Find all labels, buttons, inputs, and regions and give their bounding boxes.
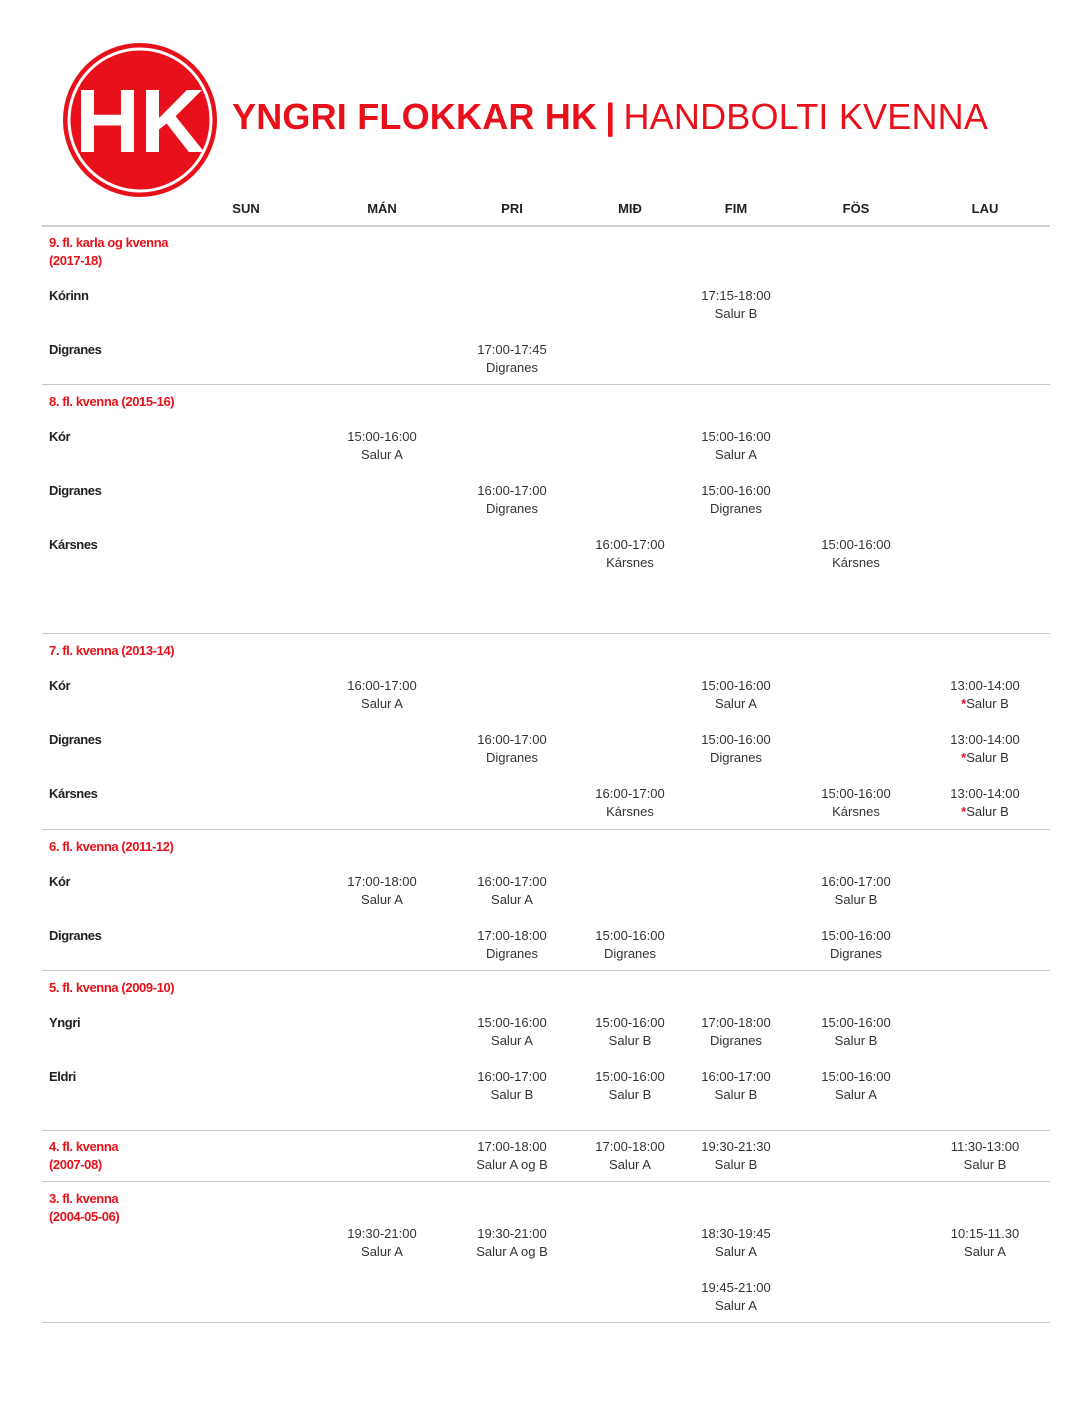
page-title — [232, 96, 988, 138]
group-3-slot-fim-1: 18:30-19:45 Salur A — [701, 1226, 771, 1259]
group-8-slot-karsnes-mid: 16:00-17:00 Kársnes — [595, 537, 665, 570]
group-9-location-korinn: Kórinn — [49, 288, 89, 303]
group-8-slot-kor-man: 15:00-16:00 Salur A — [347, 429, 417, 462]
day-header-fim: FIM — [724, 201, 748, 216]
group-3-title-line1: 3. fl. kvenna — [49, 1191, 119, 1206]
day-header-pri: PRI — [501, 201, 523, 216]
day-header-mid: MIÐ — [618, 201, 642, 216]
divider — [42, 1322, 1050, 1323]
group-4-slot-lau: 11:30-13:00 Salur B — [950, 1139, 1020, 1172]
group-8-slot-karsnes-fos: 15:00-16:00 Kársnes — [821, 537, 891, 570]
group-9-location-digranes: Digranes — [49, 342, 102, 357]
group-5-slot-yngri-pri: 15:00-16:00 Salur A — [477, 1015, 547, 1048]
day-header-sun: SUN — [232, 201, 260, 216]
group-4-title-line1: 4. fl. kvenna — [49, 1139, 119, 1154]
group-8-title: 8. fl. kvenna (2015-16) — [49, 394, 175, 409]
group-6-slot-digranes-fos: 15:00-16:00 Digranes — [821, 928, 891, 961]
group-6-slot-kor-fos: 16:00-17:00 Salur B — [821, 874, 891, 907]
group-7-slot-karsnes-lau: 13:00-14:00 *Salur B — [950, 786, 1020, 819]
svg-text:HK: HK — [75, 72, 205, 172]
group-7-slot-digranes-fim: 15:00-16:00 Digranes — [701, 732, 771, 765]
group-8-slot-kor-fim: 15:00-16:00 Salur A — [701, 429, 771, 462]
group-4-slot-pri: 17:00-18:00 Salur A og B — [476, 1139, 548, 1172]
asterisk-mark: * — [961, 696, 967, 711]
group-4-title-line2: (2007-08) — [49, 1157, 102, 1172]
group-7-slot-kor-man: 16:00-17:00 Salur A — [347, 678, 417, 711]
group-5-slot-yngri-fos: 15:00-16:00 Salur B — [821, 1015, 891, 1048]
day-header-lau: LAU — [971, 201, 999, 216]
group-6-slot-digranes-mid: 15:00-16:00 Digranes — [595, 928, 665, 961]
group-9-slot-korinn-fim: 17:15-18:00 Salur B — [701, 288, 771, 321]
group-3-slot-lau: 10:15-11.30 Salur A — [950, 1226, 1020, 1259]
group-5-slot-eldri-fos: 15:00-16:00 Salur A — [821, 1069, 891, 1102]
group-6-slot-kor-man: 17:00-18:00 Salur A — [347, 874, 417, 907]
group-6-location-digranes: Digranes — [49, 928, 102, 943]
group-7-slot-karsnes-fos: 15:00-16:00 Kársnes — [821, 786, 891, 819]
group-4-slot-mid: 17:00-18:00 Salur A — [595, 1139, 665, 1172]
group-3-title — [49, 1190, 119, 1226]
day-header-fos: FÖS — [842, 201, 870, 216]
group-4-slot-fim: 19:30-21:30 Salur B — [701, 1139, 771, 1172]
group-8-slot-digranes-pri: 16:00-17:00 Digranes — [477, 483, 547, 516]
divider — [42, 1181, 1050, 1182]
group-7-location-karsnes: Kársnes — [49, 786, 98, 801]
group-8-location-kor: Kór — [49, 429, 71, 444]
group-9-title — [49, 234, 168, 270]
divider — [42, 970, 1050, 971]
group-7-slot-digranes-pri: 16:00-17:00 Digranes — [477, 732, 547, 765]
group-6-title: 6. fl. kvenna (2011-12) — [49, 839, 174, 854]
group-9-title-line1: 9. fl. karla og kvenna — [49, 235, 169, 250]
group-4-title — [49, 1138, 118, 1174]
group-7-slot-karsnes-mid: 16:00-17:00 Kársnes — [595, 786, 665, 819]
group-9-slot-digranes-pri: 17:00-17:45 Digranes — [477, 342, 547, 375]
group-5-location-yngri: Yngri — [49, 1015, 81, 1030]
divider — [42, 1130, 1050, 1131]
group-5-slot-yngri-mid: 15:00-16:00 Salur B — [595, 1015, 665, 1048]
group-5-slot-eldri-pri: 16:00-17:00 Salur B — [477, 1069, 547, 1102]
title-light: HANDBOLTI KVENNA — [623, 96, 989, 137]
group-5-location-eldri: Eldri — [49, 1069, 76, 1084]
group-8-slot-digranes-fim: 15:00-16:00 Digranes — [701, 483, 771, 516]
group-7-slot-kor-lau: 13:00-14:00 *Salur B — [950, 678, 1020, 711]
group-3-slot-fim-2: 19:45-21:00 Salur A — [701, 1280, 771, 1313]
group-6-slot-digranes-pri: 17:00-18:00 Digranes — [477, 928, 547, 961]
group-7-slot-kor-fim: 15:00-16:00 Salur A — [701, 678, 771, 711]
hk-logo — [62, 42, 218, 198]
group-6-location-kor: Kór — [49, 874, 71, 889]
group-8-location-digranes: Digranes — [49, 483, 102, 498]
group-6-slot-kor-pri: 16:00-17:00 Salur A — [477, 874, 547, 907]
group-3-slot-pri: 19:30-21:00 Salur A og B — [476, 1226, 548, 1259]
group-8-location-karsnes: Kársnes — [49, 537, 98, 552]
asterisk-mark: * — [961, 804, 967, 819]
title-bold: YNGRI FLOKKAR HK — [232, 96, 598, 137]
title-separator: | — [605, 96, 616, 137]
group-7-location-digranes: Digranes — [49, 732, 102, 747]
group-5-slot-eldri-mid: 15:00-16:00 Salur B — [595, 1069, 665, 1102]
divider — [42, 633, 1050, 634]
group-5-slot-eldri-fim: 16:00-17:00 Salur B — [701, 1069, 771, 1102]
day-header-man: MÁN — [367, 201, 397, 216]
group-7-slot-digranes-lau: 13:00-14:00 *Salur B — [950, 732, 1020, 765]
divider — [42, 384, 1050, 385]
group-3-slot-man: 19:30-21:00 Salur A — [347, 1226, 417, 1259]
group-5-slot-yngri-fim: 17:00-18:00 Digranes — [701, 1015, 771, 1048]
group-5-title: 5. fl. kvenna (2009-10) — [49, 980, 175, 995]
group-3-title-line2: (2004-05-06) — [49, 1209, 120, 1224]
divider — [42, 829, 1050, 830]
group-7-title: 7. fl. kvenna (2013-14) — [49, 643, 175, 658]
group-7-location-kor: Kór — [49, 678, 71, 693]
group-9-title-line2: (2017-18) — [49, 253, 102, 268]
header-divider — [42, 225, 1050, 227]
asterisk-mark: * — [961, 750, 967, 765]
